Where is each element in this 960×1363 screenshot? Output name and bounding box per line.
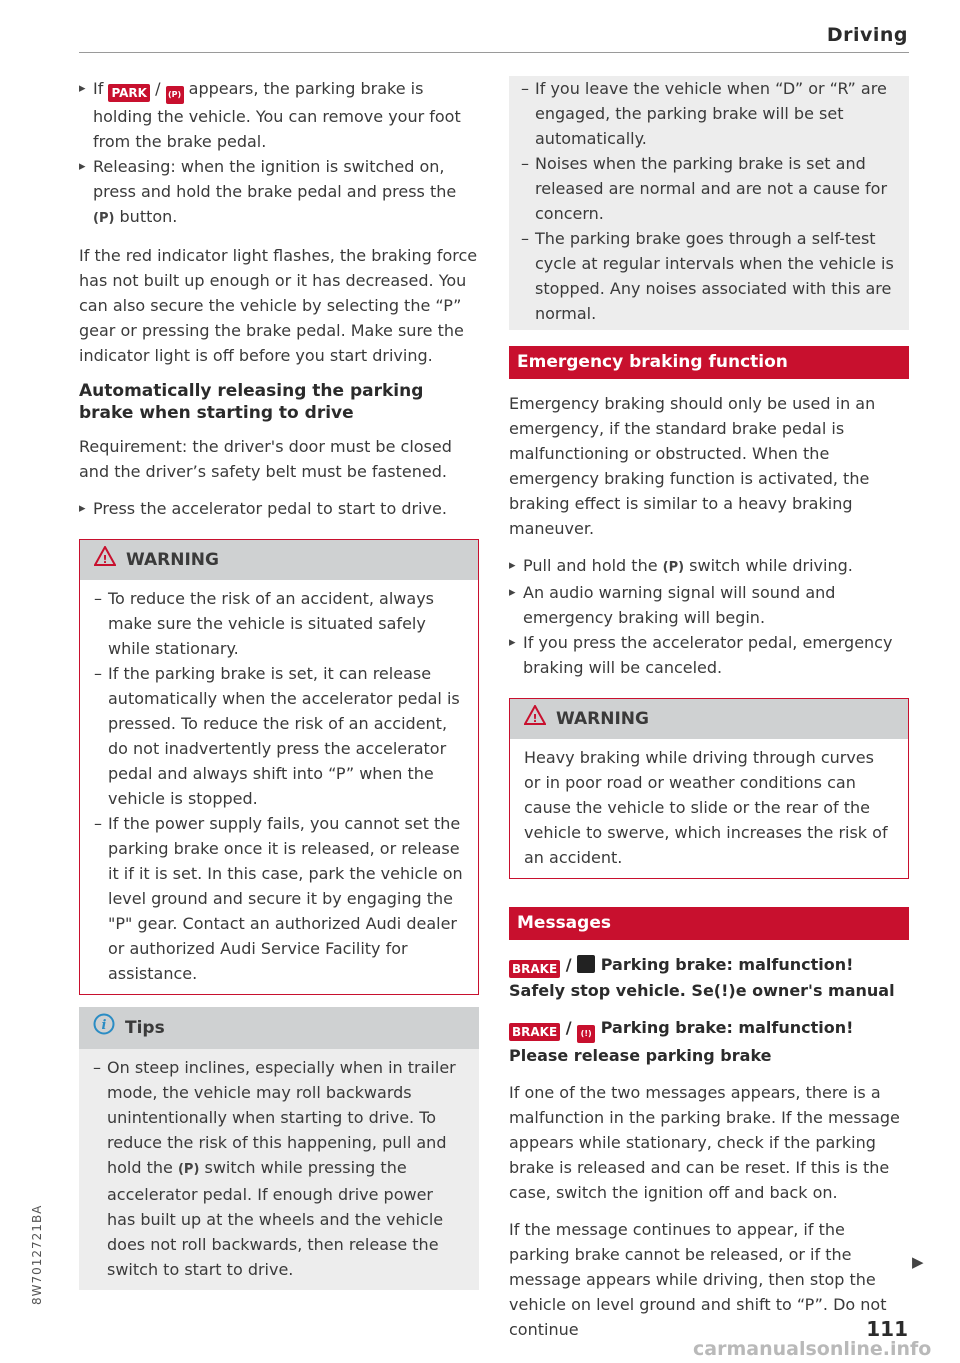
- continue-arrow-icon: ▶: [912, 1253, 924, 1271]
- emergency-step-post: switch while driving.: [689, 556, 853, 575]
- brake-indicator-icon: BRAKE: [509, 960, 560, 978]
- emergency-step: [509, 553, 909, 580]
- warning-item: – To reduce the risk of an accident, always make sure the vehicle is situated safely while stationary.: [94, 586, 464, 661]
- emergency-braking-title: Emergency braking function: [509, 346, 909, 379]
- note-item: – Noises when the parking brake is set and released are normal and are not a cause for concern.: [521, 151, 897, 226]
- emergency-paragraph: Emergency braking should only be used in an emergency, if the standard brake pedal is malfunctioning or obstructed. When the emergency braking function is activated, the braking effect is similar to a heavy braking maneuver.: [509, 394, 876, 538]
- brake-indicator-yellow-icon: [577, 955, 595, 973]
- auto-release-heading: Automatically releasing the parking brake when starting to drive: [79, 381, 424, 423]
- parking-brake-switch-icon: (P): [177, 1162, 200, 1177]
- message-malfunction-release-text: Parking brake: malfunction! Please release parking brake: [509, 1018, 854, 1065]
- park-indicator-icon: PARK: [108, 84, 150, 102]
- step-releasing: [79, 154, 479, 231]
- indicator-paragraph: If the red indicator light flashes, the braking force has not built up enough or it has decreased. You can also secure the vehicle by selecting the “P” gear or pressing the brake pedal. Make sure the indicator light is off before you start driving.: [79, 246, 478, 365]
- emergency-step-pre: Pull and hold the: [523, 556, 658, 575]
- message-malfunction-stop-text: Parking brake: malfunction! Safely stop vehicle. Se(!)e owner's manual: [509, 955, 895, 1000]
- step-drive: ▸ Press the accelerator pedal to start to drive.: [79, 496, 479, 521]
- document-code: 8W7012721BA: [30, 1204, 44, 1305]
- warning-text: Heavy braking while driving through curves or in poor road or weather conditions can cause the vehicle to slide or the rear of the vehicle to swerve, which increases the risk of an accident.: [524, 748, 888, 867]
- warning-box-left: [79, 539, 479, 995]
- emergency-step: ▸ If you press the accelerator pedal, emergency braking will be canceled.: [509, 630, 909, 680]
- warning-box-right: [509, 698, 909, 879]
- warning-triangle-icon: [524, 705, 546, 733]
- emergency-steps: [509, 553, 909, 680]
- messages-title: Messages: [509, 907, 909, 940]
- right-column: [509, 76, 909, 1354]
- parking-brake-button-icon: (P): [93, 211, 115, 226]
- requirement-paragraph: Requirement: the driver's door must be closed and the driver’s safety belt must be fastened.: [79, 437, 452, 481]
- tips-item-post: switch while pressing the accelerator pedal. If enough drive power has built up at the wheels and the vehicle does not roll backwards, then release the switch to start to drive.: [107, 1158, 444, 1279]
- svg-text:!: !: [102, 553, 108, 566]
- section-title: Driving: [826, 24, 908, 46]
- warning-body: [510, 739, 908, 878]
- svg-text:i: i: [101, 1018, 107, 1033]
- warning-title: WARNING: [556, 708, 649, 729]
- tips-box: [79, 1007, 479, 1290]
- message-malfunction-stop: BRAKE / Parking brake: malfunction! Safely stop vehicle. Se(!)e owner's manual: [509, 955, 895, 1000]
- page-number: 111: [866, 1317, 908, 1341]
- step-releasing-text: Releasing: when the ignition is switched on, press and hold the brake pedal and press the: [93, 157, 457, 201]
- tips-item: [93, 1055, 465, 1282]
- emergency-step: ▸ An audio warning signal will sound and emergency braking will begin.: [509, 580, 909, 630]
- info-icon: [93, 1013, 115, 1043]
- warning-body: [80, 580, 478, 994]
- watermark: carmanualsonline.info: [693, 1338, 932, 1360]
- left-column: [79, 76, 479, 1290]
- header-rule: [79, 52, 909, 53]
- tips-body: [79, 1049, 479, 1290]
- warning-header: [80, 540, 478, 580]
- step-holding: ▸ If PARK / (P) appears, the parking brake is holding the vehicle. You can remove your foot from the brake pedal.: [79, 76, 479, 154]
- release-steps: [79, 76, 479, 231]
- tips-item-pre: On steep inclines, especially when in trailer mode, the vehicle may roll backwards unintentionally when starting to drive. To reduce the risk of this happening, pull and hold the: [107, 1058, 456, 1177]
- warning-item: – If the parking brake is set, it can release automatically when the accelerator pedal is pressed. To reduce the risk of an accident, do not inadvertently press the accelerator pedal and always shift into “P” when the vehicle is stopped.: [94, 661, 464, 811]
- step-releasing-post: button.: [119, 207, 178, 226]
- svg-text:!: !: [532, 712, 538, 725]
- note-item: – If you leave the vehicle when “D” or “R” are engaged, the parking brake will be set automatically.: [521, 76, 897, 151]
- continue-paragraph: If the message continues to appear, if the parking brake cannot be released, or if the message appears while driving, then stop the vehicle on level ground and shift to “P”. Do not continue: [509, 1220, 887, 1339]
- warning-header: [510, 699, 908, 739]
- step-holding-pre: If: [93, 79, 104, 98]
- tips-title: Tips: [125, 1017, 165, 1038]
- note-item: – The parking brake goes through a self-test cycle at regular intervals when the vehicle is stopped. Any noises associated with this are normal.: [521, 226, 897, 326]
- warning-title: WARNING: [126, 549, 219, 570]
- parking-brake-indicator-icon: (P): [166, 86, 184, 104]
- parking-brake-switch-icon: (P): [662, 560, 685, 575]
- brake-warning-icon: (!): [577, 1025, 595, 1043]
- tips-header: [79, 1007, 479, 1049]
- message-malfunction-release: BRAKE / (!) Parking brake: malfunction! Please release parking brake: [509, 1018, 854, 1065]
- notes-panel: [509, 76, 909, 330]
- brake-indicator-icon: BRAKE: [509, 1023, 560, 1041]
- warning-triangle-icon: [94, 546, 116, 574]
- step-holding-text: appears, the parking brake is holding the vehicle. You can remove your foot from the brake pedal.: [93, 79, 461, 151]
- malfunction-paragraph: If one of the two messages appears, there is a malfunction in the parking brake. If the message appears while stationary, check if the parking brake is released and can be reset. If this is the case, switch the ignition off and back on.: [509, 1083, 900, 1202]
- warning-item: – If the power supply fails, you cannot set the parking brake once it is released, or release it if it is set. In this case, park the vehicle on level ground and secure it by engaging the "P" gear. Contact an authorized Audi dealer or authorized Audi Service Facility for assistance.: [94, 811, 464, 986]
